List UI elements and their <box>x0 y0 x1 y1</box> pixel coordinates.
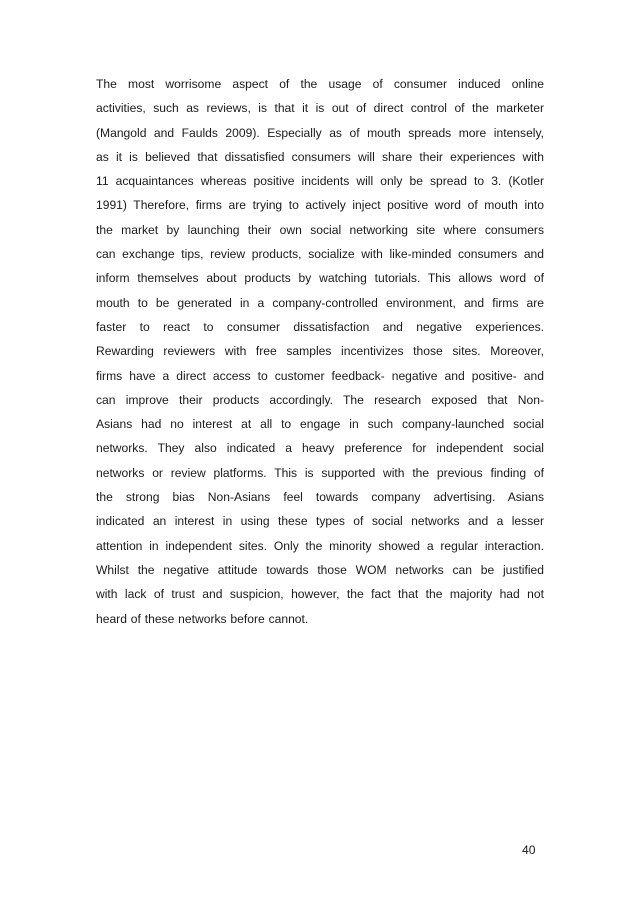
text-line: networks. They also indicated a heavy preference for independent social <box>96 441 544 456</box>
text-line: firms have a direct access to customer feedback- negative and positive- and <box>96 368 544 383</box>
text-line: The most worrisome aspect of the usage of consumer induced online <box>96 77 544 91</box>
text-line: Asians had no interest at all to engage in such company-launched social <box>96 417 544 432</box>
text-line-last: heard of these networks before cannot. <box>96 611 309 626</box>
text-line: faster to react to consumer dissatisfaction and negative experiences. <box>96 319 544 334</box>
text-line: indicated an interest in using these types of social networks and a lesser <box>96 514 544 529</box>
text-line: 11 acquaintances whereas positive incidents will only be spread to 3. (Kotler <box>96 174 544 189</box>
text-line: (Mangold and Faulds 2009). Especially as of mouth spreads more intensely, <box>96 125 544 140</box>
text-line: can exchange tips, review products, socialize with like-minded consumers and <box>96 247 544 262</box>
text-line: mouth to be generated in a company-controlled environment, and firms are <box>96 295 544 310</box>
text-line: attention in independent sites. Only the minority showed a regular interaction. <box>96 538 544 553</box>
text-line: networks or review platforms. This is supported with the previous finding of <box>96 465 544 480</box>
text-line: with lack of trust and suspicion, however, the fact that the majority had not <box>96 587 544 602</box>
text-line: Rewarding reviewers with free samples incentivizes those sites. Moreover, <box>96 344 544 359</box>
text-line: Whilst the negative attitude towards those WOM networks can be justified <box>96 562 544 577</box>
text-line: the market by launching their own social networking site where consumers <box>96 222 544 237</box>
text-line: as it is believed that dissatisfied consumers will share their experiences with <box>96 149 544 164</box>
page-number: 40 <box>522 843 536 857</box>
text-line: can improve their products accordingly. The research exposed that Non- <box>96 392 544 407</box>
text-line: 1991) Therefore, firms are trying to actively inject positive word of mouth into <box>96 198 544 213</box>
text-line: activities, such as reviews, is that it is out of direct control of the marketer <box>96 101 544 116</box>
body-paragraph <box>96 72 544 631</box>
text-line: the strong bias Non-Asians feel towards company advertising. Asians <box>96 490 544 505</box>
text-line: inform themselves about products by watching tutorials. This allows word of <box>96 271 544 286</box>
